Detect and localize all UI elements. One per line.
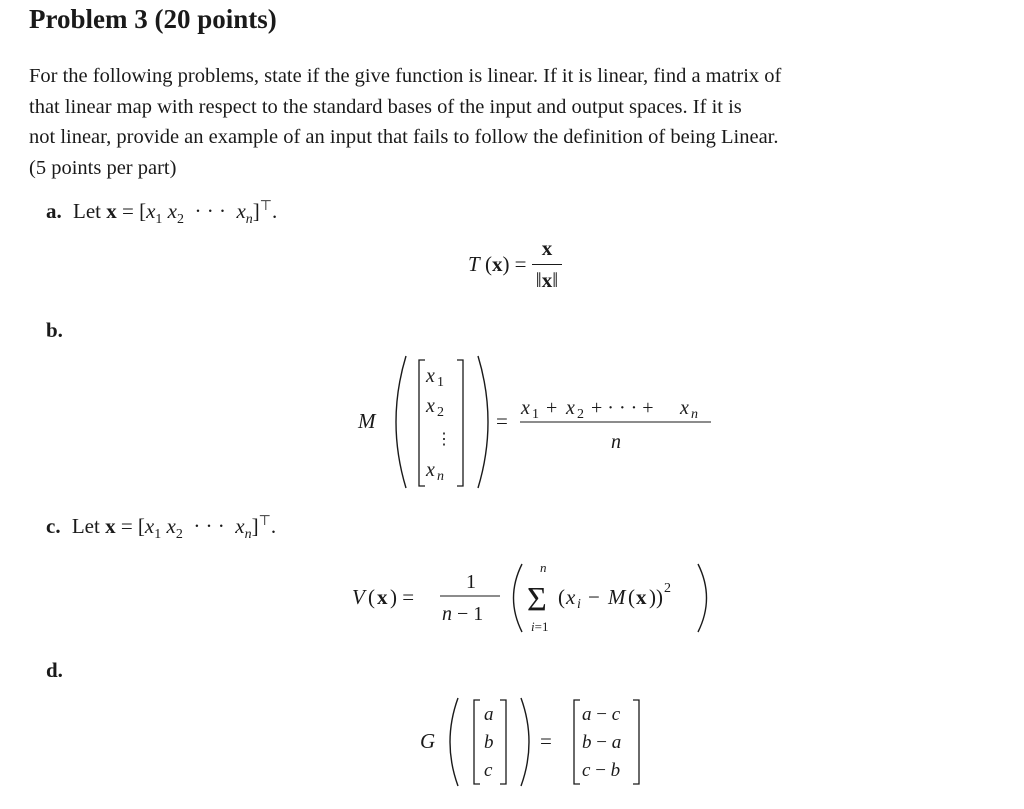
svg-text:n: n [611, 431, 621, 453]
svg-text:i: i [577, 597, 581, 612]
svg-text:=: = [540, 729, 552, 753]
part-a-text: Let [73, 199, 101, 223]
equation-b-graphic [356, 352, 726, 492]
svg-text:V: V [352, 585, 365, 609]
svg-text:(: ( [558, 585, 565, 609]
svg-text:x: x [377, 585, 388, 609]
equation-b [356, 352, 726, 492]
equation-a: T (x) = $\frac{x}{‖x‖}$ [468, 236, 562, 293]
part-a-vector-def: $x = [x_1$ $x_2$ · · · $x_n]^⊤$. [106, 199, 278, 228]
svg-text:x: x [426, 459, 435, 481]
svg-text:b − a: b − a [582, 732, 622, 753]
svg-text:x: x [426, 365, 435, 387]
part-c-header [46, 513, 276, 543]
instruction-line: For the following problems, state if the give function is linear. If it is linear, find a matrix of [29, 65, 782, 87]
svg-text:2: 2 [577, 407, 584, 422]
svg-text:a: a [484, 704, 494, 725]
svg-text:(: ( [368, 585, 375, 609]
svg-text:x: x [566, 397, 575, 419]
svg-text:+ · · · +: + · · · + [591, 397, 654, 419]
svg-text:n: n [540, 560, 547, 575]
svg-text:x: x [426, 395, 435, 417]
svg-text:− 1: − 1 [457, 603, 484, 625]
svg-text:n: n [442, 603, 452, 625]
problem-title: Problem 3 (20 points) [29, 4, 277, 34]
svg-text:1: 1 [532, 407, 539, 422]
part-c-vector-def: $x = [x_1$ $x_2$ · · · $x_n]^⊤$. [105, 514, 277, 543]
equation-d-graphic [418, 692, 658, 792]
svg-text:G: G [420, 729, 436, 753]
part-c-label: c. [46, 514, 61, 538]
svg-text:M: M [358, 409, 376, 433]
svg-text:+: + [546, 397, 558, 419]
svg-text:)): )) [649, 585, 663, 609]
instruction-line: (5 points per part) [29, 156, 177, 179]
instruction-line: that linear map with respect to the standard bases of the input and output spaces. If it is [29, 95, 742, 118]
svg-text:2: 2 [664, 581, 671, 596]
svg-text:1: 1 [437, 375, 444, 390]
svg-text:x: x [566, 585, 576, 609]
svg-text:i=1: i=1 [531, 619, 549, 634]
svg-text:a − c: a − c [582, 704, 621, 725]
svg-text:c − b: c − b [582, 760, 621, 781]
equation-d [418, 692, 658, 792]
svg-text:n: n [691, 407, 698, 422]
svg-text:b: b [484, 732, 494, 753]
svg-text:1: 1 [466, 571, 476, 593]
equation-c-graphic [350, 558, 720, 638]
svg-text:2: 2 [437, 405, 444, 420]
equation-c [350, 558, 720, 638]
svg-text:) =: ) = [390, 585, 415, 609]
svg-text:−: − [588, 585, 600, 609]
svg-text:(: ( [628, 585, 635, 609]
part-c-text: Let [71, 514, 100, 538]
part-b-label: b. [46, 318, 63, 342]
svg-text:=: = [496, 409, 508, 433]
svg-text:x: x [680, 397, 689, 419]
svg-text:Σ: Σ [527, 581, 547, 618]
instruction-line: not linear, provide an example of an input that fails to follow the definition of being Linear. [29, 126, 779, 148]
part-d-header [46, 658, 69, 683]
svg-text:x: x [636, 585, 647, 609]
svg-text:n: n [437, 469, 444, 484]
svg-text:⋮: ⋮ [436, 431, 452, 448]
svg-text:c: c [484, 760, 493, 781]
problem-instructions [29, 61, 995, 183]
svg-text:M: M [608, 585, 626, 609]
part-b-header [46, 318, 69, 343]
part-a-label: a. [46, 199, 62, 223]
part-a-header [46, 198, 277, 228]
svg-text:x: x [521, 397, 530, 419]
part-d-label: d. [46, 658, 63, 682]
